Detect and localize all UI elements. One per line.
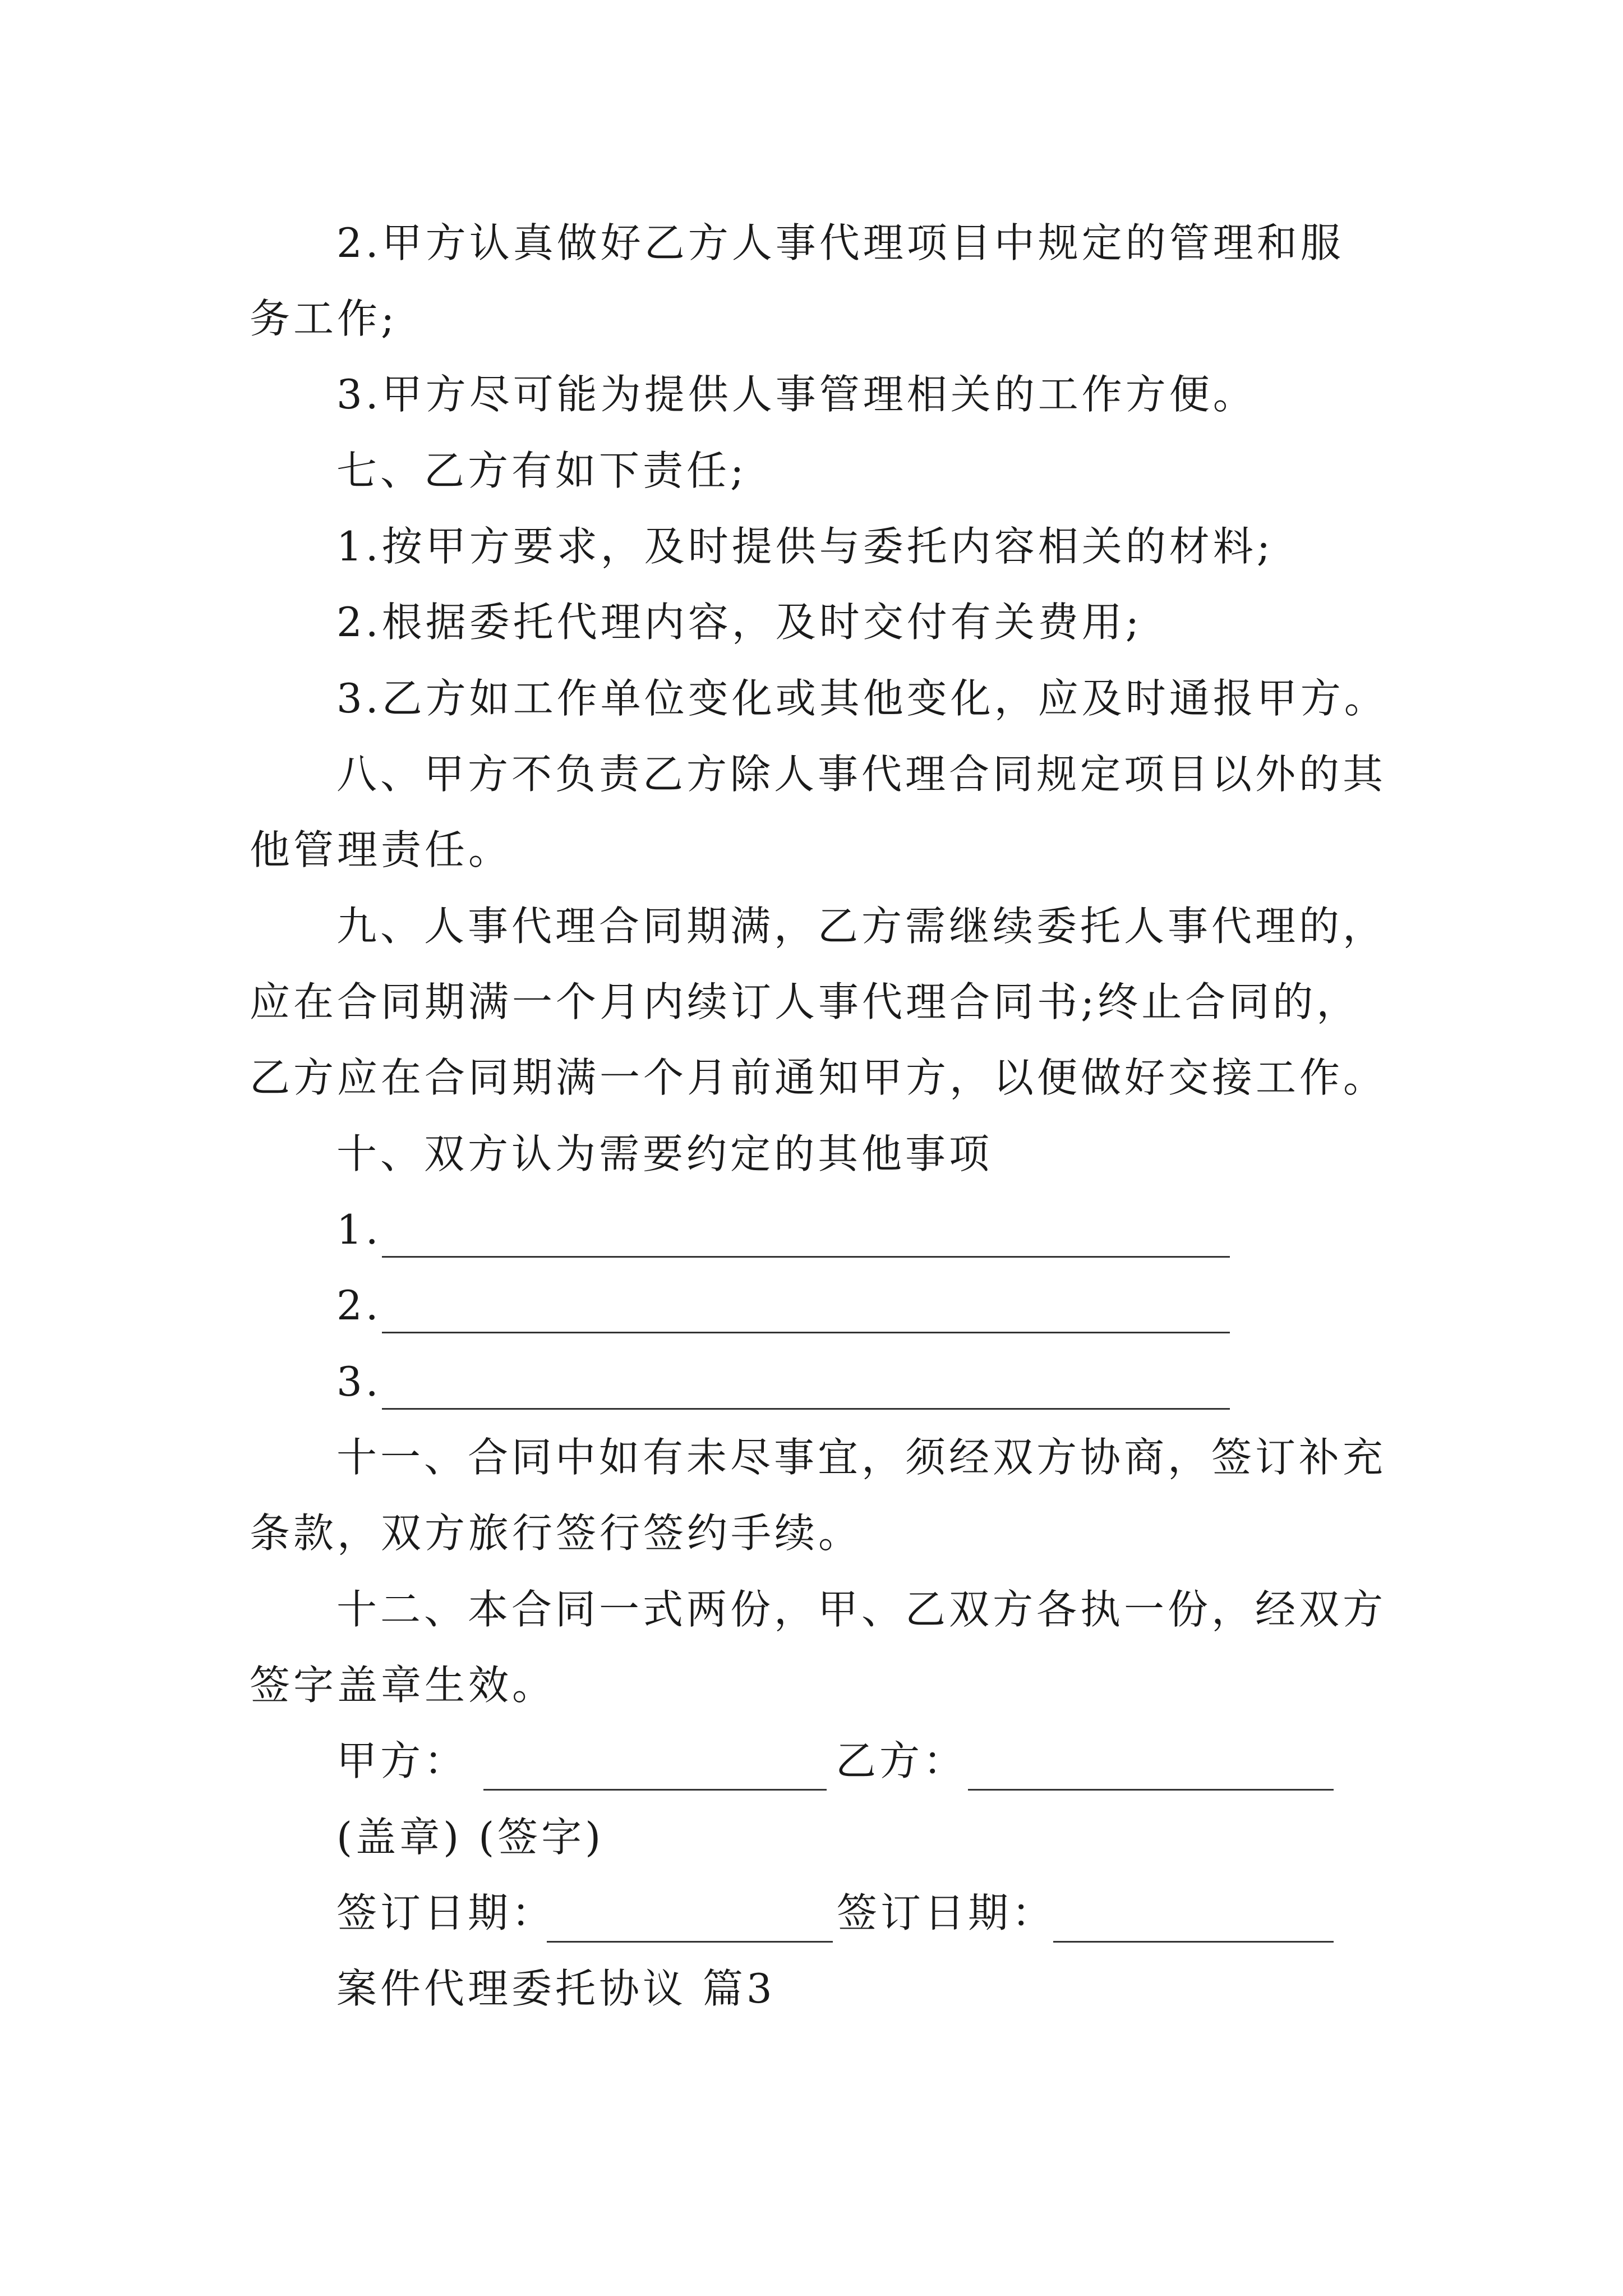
party-b-signature-line [836, 1733, 967, 1789]
clause-6-item-2: 2.甲方认真做好乙方人事代理项目中规定的管理和服 [336, 219, 1344, 266]
other-item-1-blank[interactable] [382, 1213, 1230, 1258]
clause-7-item-1: 1.按甲方要求，及时提供与委托内容相关的材料; [336, 523, 1274, 570]
party-a-label: 甲方： [336, 1737, 468, 1784]
clause-9-cont-1: 应在合同期满一个月内续订人事代理合同书;终止合同的， [250, 978, 1361, 1025]
clause-11-cont: 条款，双方旅行签行签约手续。 [250, 1510, 863, 1557]
clause-8-cont: 他管理责任。 [250, 826, 513, 873]
clause-9-cont-2: 乙方应在合同期满一个月前通知甲方，以便做好交接工作。 [250, 1054, 1387, 1101]
clause-7-item-3: 3.乙方如工作单位变化或其他变化，应及时通报甲方。 [336, 675, 1388, 722]
clause-8: 八、甲方不负责乙方除人事代理合同规定项目以外的其 [336, 751, 1387, 798]
date-label-a: 签订日期： [336, 1889, 556, 1936]
date-b-blank[interactable] [1053, 1898, 1334, 1943]
clause-10-heading: 十、双方认为需要约定的其他事项 [336, 1130, 993, 1177]
seal-sign-note: (盖章) (签字) [336, 1814, 605, 1861]
date-line-a [336, 1885, 555, 1941]
other-item-3 [336, 1354, 1230, 1410]
other-item-2-blank[interactable] [382, 1289, 1230, 1333]
clause-7-item-2: 2.根据委托代理内容，及时交付有关费用; [336, 599, 1142, 646]
clause-9: 九、人事代理合同期满，乙方需继续委托人事代理的， [336, 903, 1387, 950]
other-item-3-number: 3. [336, 1358, 382, 1405]
other-item-1 [336, 1202, 1230, 1258]
clause-7-heading: 七、乙方有如下责任; [336, 447, 748, 494]
other-item-2 [336, 1277, 1230, 1333]
other-item-2-number: 2. [336, 1282, 382, 1329]
clause-6-item-3: 3.甲方尽可能为提供人事管理相关的工作方便。 [336, 371, 1257, 418]
other-item-3-blank[interactable] [382, 1365, 1230, 1410]
clause-12: 十二、本合同一式两份，甲、乙双方各执一份，经双方 [336, 1586, 1387, 1633]
next-section-title: 案件代理委托协议 篇3 [336, 1965, 776, 2012]
clause-6-item-2-cont: 务工作; [250, 295, 398, 342]
party-b-blank[interactable] [968, 1746, 1334, 1791]
date-label-b: 签订日期： [837, 1889, 1056, 1936]
party-a-signature-line [336, 1733, 468, 1789]
date-a-blank[interactable] [547, 1898, 833, 1943]
clause-12-cont: 签字盖章生效。 [250, 1662, 556, 1709]
party-b-label: 乙方： [836, 1737, 967, 1784]
other-item-1-number: 1. [336, 1206, 382, 1253]
date-line-b [837, 1885, 1055, 1941]
clause-11: 十一、合同中如有未尽事宜，须经双方协商，签订补充 [336, 1434, 1387, 1481]
party-a-blank[interactable] [483, 1746, 827, 1791]
